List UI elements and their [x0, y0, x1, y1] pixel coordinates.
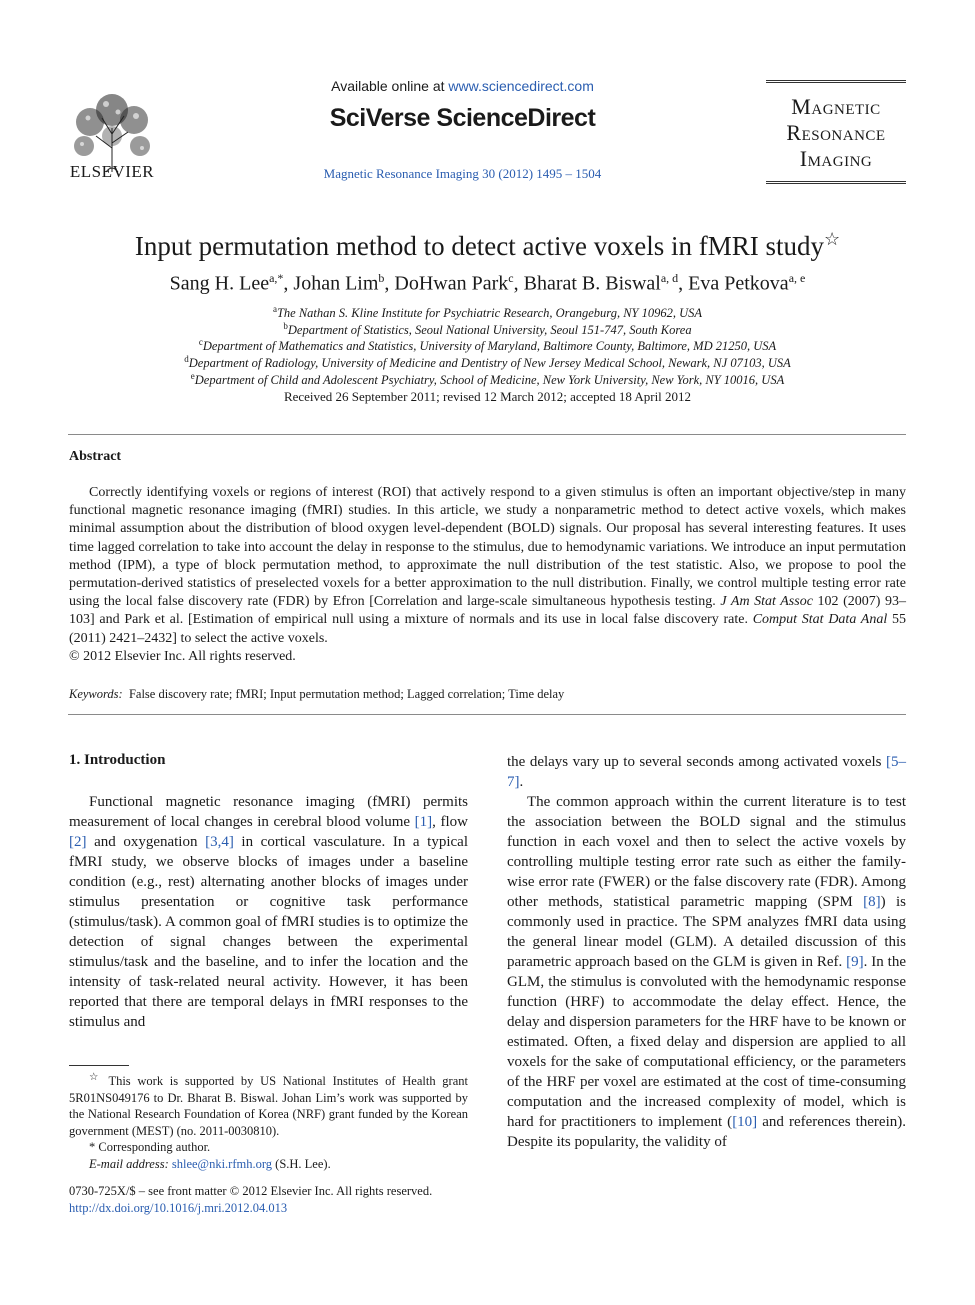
journal-logo-line: Resonance — [786, 120, 886, 145]
author-list: Sang H. Lee$^{a,*}$, Johan Lim$^b$, DoHwan Park$^c$, Bharat B. Biswal$^{a, d}$, Eva Petkova$^{a, e}$ — [169, 271, 806, 295]
footnotes — [69, 1070, 468, 1172]
funding-star-icon[interactable]: ☆ — [823, 229, 841, 249]
star-icon: ☆ — [89, 1072, 102, 1083]
funding-footnote: ☆ This work is supported by US National Institutes of Health grant 5R01NS049176 to Dr. Bharat B. Biswal. Johan Lim’s work was supported by the National Research Foundation of Korea (NRF) grant funded by the Korean government (MEST) (no. 2011-0030810). — [69, 1072, 468, 1138]
keywords-label: Keywords: — [69, 687, 123, 701]
divider — [68, 434, 906, 435]
paragraph: the delays vary up to several seconds among activated voxels [5–7]. — [507, 754, 906, 790]
corresponding-author: * Corresponding author. — [89, 1140, 211, 1155]
abstract-heading: Abstract — [69, 449, 122, 464]
citation-link[interactable]: [5–7] — [507, 754, 906, 790]
affiliation: $^a$The Nathan S. Kline Institute for Psychiatric Research, Orangeburg, NY 10962, USA — [272, 304, 703, 321]
citation-link[interactable]: [8] — [863, 894, 881, 910]
author: Eva Petkova — [688, 272, 789, 295]
citation-link[interactable]: [1] — [414, 814, 433, 830]
email-link[interactable]: shlee@nki.rfmh.org — [171, 1156, 273, 1171]
affiliation: $^b$Department of Statistics, Seoul National University, Seoul 151-747, South Korea — [283, 321, 692, 338]
affiliation: $^d$Department of Radiology, University of Medicine and Dentistry of New Jersey Medical School, Newark, NJ 07103, USA — [184, 354, 791, 371]
footnote-divider — [69, 1065, 129, 1066]
abstract-text: Correctly identifying voxels or regions of interest (ROI) that actively respond to a given stimulus is often an important objective/step in many functional magnetic resonance imaging (fMRI) studies. In this article, we study a nonparametric method to detect active voxels, which makes minimal assumption about the distribution of blood oxygen level-dependent (BOLD) signals. Our proposal has several interesting features. It uses time lagged correlation to take into account the delay in response to the stimulus, due to hemodynamic variations. We introduce an input permutation method (IPM), a type of block permutation method, to approximate the null distribution of the test statistic. Also, we propose to pool the permutation-derived statistics of preselected voxels for a better approximation to the null distribution. Finally, we control multiple testing error rate using the local false discovery rate (FDR) by Efron [Correlation and large-scale simultaneous hypothesis testing. J Am Stat Assoc 102 (2007) 93–103] and Park et al. [Estimation of empirical null using a mixture of normals and its use in local false discovery rate. Comput Stat Data Anal 55 (2011) 2421–2432] to select the active voxels. — [69, 485, 907, 646]
affiliation: $^e$Department of Child and Adolescent Psychiatry, School of Medicine, New York University, New York, NY 10016, USA — [190, 371, 785, 388]
email-line: E-mail address: shlee@nki.rfmh.org (S.H. Lee). — [89, 1156, 331, 1171]
affiliation: $^c$Department of Mathematics and Statistics, University of Maryland, Baltimore County, Baltimore, MD 21250, USA — [198, 337, 777, 354]
citation-link[interactable]: [3,4] — [205, 834, 234, 850]
intro-right-column — [507, 752, 906, 1152]
journal-logo-line: Imaging — [799, 146, 873, 171]
doi-link[interactable]: http://dx.doi.org/10.1016/j.mri.2012.04.013 — [69, 1200, 288, 1215]
journal-logo-line: Magnetic — [791, 94, 881, 119]
journal-citation[interactable]: Magnetic Resonance Imaging 30 (2012) 1495 – 1504 — [323, 166, 602, 181]
section-heading: 1. Introduction — [69, 752, 166, 768]
intro-left-column: Functional magnetic resonance imaging (fMRI) permits measurement of local changes in cerebral blood volume [1], flow [2] and oxygenation [3,4] in cortical vasculature. In a typical fMRI study, we observe blocks of images under a baseline condition (e.g., rest) alternating another blocks of images under stimulus presentation or cognitive task performance (stimulus/task). A common goal of fMRI studies is to optimize the detection of signal changes between the experimental stimulus/task and the baseline, and to infer the location and the intensity of task-related neural activity. However, it has been reported that there are temporal delays in fMRI responses to the stimulus and — [69, 794, 468, 1030]
abstract-copyright: © 2012 Elsevier Inc. All rights reserved. — [69, 649, 296, 664]
sciverse-brand: SciVerse ScienceDirect — [329, 104, 596, 132]
author: Sang H. Lee — [169, 272, 270, 295]
citation-link[interactable]: [9] — [846, 954, 864, 970]
citation-link[interactable]: [2] — [69, 834, 87, 850]
front-matter — [69, 1183, 489, 1216]
keywords — [69, 687, 564, 702]
available-online: Available online at www.sciencedirect.com — [331, 78, 594, 94]
author: DoHwan Park — [394, 272, 509, 295]
issn-line: 0730-725X/$ – see front matter © 2012 Elsevier Inc. All rights reserved. — [69, 1184, 433, 1198]
author: Johan Lim — [293, 272, 379, 295]
sciencedirect-link[interactable]: www.sciencedirect.com — [448, 78, 594, 94]
citation-link[interactable]: [10] — [732, 1114, 758, 1130]
keywords-list: False discovery rate; fMRI; Input permutation method; Lagged correlation; Time delay — [128, 687, 565, 701]
article-dates: Received 26 September 2011; revised 12 March 2012; accepted 18 April 2012 — [283, 389, 692, 404]
journal-logo — [766, 80, 906, 184]
author: Bharat B. Biswal — [523, 272, 661, 295]
publisher-name: ELSEVIER — [69, 162, 155, 181]
article-title: Input permutation method to detect active voxels in fMRI study☆ — [134, 229, 841, 261]
paragraph: The common approach within the current literature is to test the association between the BOLD signal and the stimulus function in each voxel and then to select the active voxels by controlling multiple testing error rate such as either the family-wise error rate (FWER) or the false discovery rate (FDR). Among other methods, statistical parametric mapping (SPM [8]) is commonly used in practice. The SPM analyzes fMRI data using the general linear model (GLM). A detailed discussion of this parametric approach based on the GLM is given in Ref. [9]. In the GLM, the stimulus is convoluted with the hemodynamic response function (HRF) to accommodate the delay effect. Hence, the delay and dispersion parameters for the HRF have to be known or estimated. Often, a fixed delay and dispersion are applied to all voxels for the sake of computational efficiency, or the parameters of the HRF per voxel are estimated at the cost of time-consuming computation and the increased complexity of model, which is hard for practitioners to implement ([10] and references therein). Despite its popularity, the validity of — [507, 794, 907, 1150]
divider — [68, 714, 906, 715]
